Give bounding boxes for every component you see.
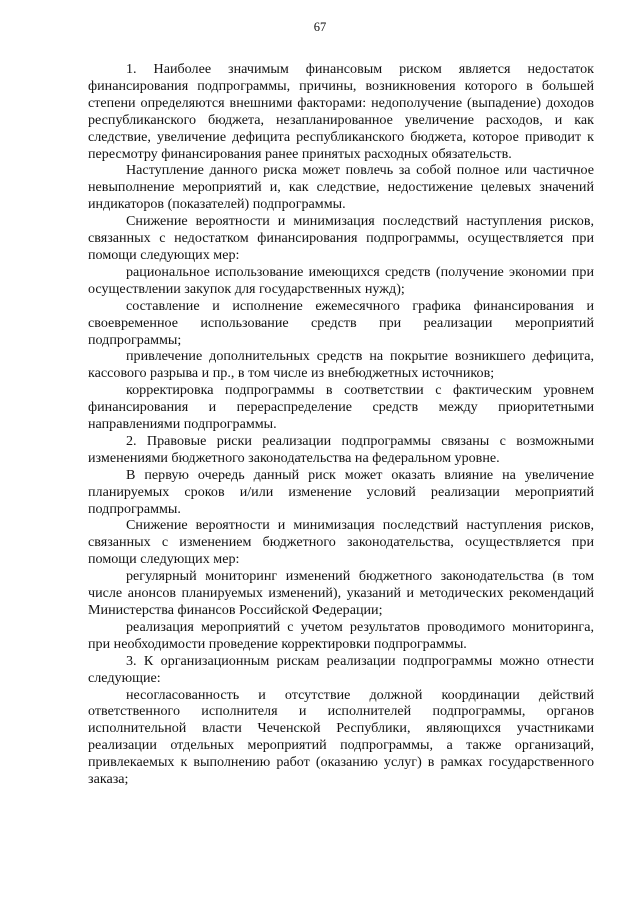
paragraph-legal-risk: 2. Правовые риски реализации подпрограммы связаны с возможными изменениями бюджетного законодательства на федеральном уровне. bbox=[88, 432, 594, 466]
document-body bbox=[88, 61, 594, 788]
paragraph-risk-consequence: Наступление данного риска может повлечь за собой полное или частичное невыполнение мероприятий и, как следствие, недостижение целевых значений индикаторов (показателей) подпрограммы. bbox=[88, 162, 594, 213]
paragraph-financial-mitigation-intro: Снижение вероятности и минимизация последствий наступления рисков, связанных с недостатком финансирования подпрограммы, осуществляется при помощи следующих мер: bbox=[88, 213, 594, 263]
paragraph-financial-risk: 1. Наиболее значимым финансовым риском является недостаток финансирования подпрограммы, причины, возникновения которого в большей степени определяются внешними факторами: недополучение (выпадение) доходов республиканского бюджета, незапланированное увеличение расходов, и как следствие, увеличение дефицита республиканского бюджета, которое приводит к пересмотру финансирования ранее принятых расходных обязательств. bbox=[88, 61, 594, 162]
paragraph-measure-rational-use: рациональное использование имеющихся средств (получение экономии при осуществлении закупок для государственных нужд); bbox=[88, 263, 594, 297]
paragraph-organizational-inconsistency: несогласованность и отсутствие должной координации действий ответственного исполнителя и исполнителей подпрограммы, органов исполнительной власти Чеченской Республики, являющихся участниками реализации отдельных мероприятий подпрограммы, а также организаций, привлекаемых к выполнению работ (оказанию услуг) в рамках государственного заказа; bbox=[88, 686, 594, 788]
paragraph-organizational-risk: 3. К организационным рискам реализации подпрограммы можно отнести следующие: bbox=[88, 652, 594, 686]
paragraph-measure-adjustment: корректировка подпрограммы в соответствии с фактическим уровнем финансирования и перераспределение средств между приоритетными направлениями подпрограммы. bbox=[88, 382, 594, 433]
paragraph-legal-risk-impact: В первую очередь данный риск может оказать влияние на увеличение планируемых сроков и/или изменение условий реализации мероприятий подпрограммы. bbox=[88, 466, 594, 517]
paragraph-measure-schedule: составление и исполнение ежемесячного графика финансирования и своевременное использование средств при реализации мероприятий подпрограммы; bbox=[88, 297, 594, 348]
paragraph-measure-monitoring: регулярный мониторинг изменений бюджетного законодательства (в том числе анонсов планируемых изменений), указаний и методических рекомендаций Министерства финансов Российской Федерации; bbox=[88, 568, 594, 618]
page-number: 67 bbox=[313, 20, 327, 34]
paragraph-measure-additional-funds: привлечение дополнительных средств на покрытие возникшего дефицита, кассового разрыва и пр., в том числе из внебюджетных источников; bbox=[88, 348, 594, 382]
paragraph-legal-mitigation-intro: Снижение вероятности и минимизация последствий наступления рисков, связанных с изменением бюджетного законодательства, осуществляется при помощи следующих мер: bbox=[88, 517, 594, 568]
paragraph-measure-implementation: реализация мероприятий с учетом результатов проводимого мониторинга, при необходимости проведение корректировки подпрограммы. bbox=[88, 618, 594, 652]
